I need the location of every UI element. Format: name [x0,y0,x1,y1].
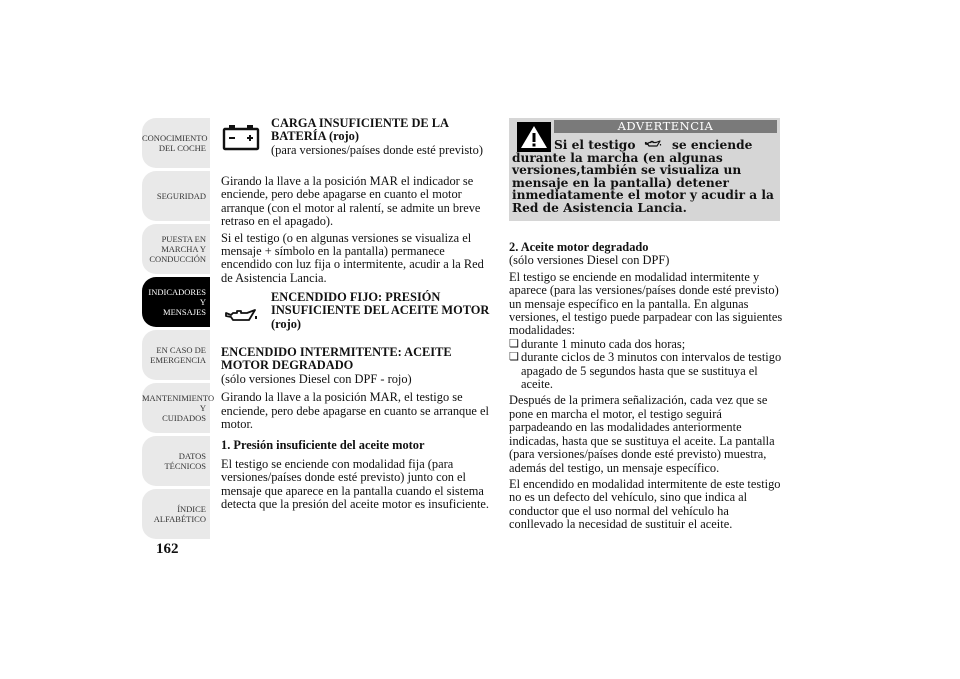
oil-paragraph-1: Girando la llave a la posición MAR, el testigo se enciende, pero debe apagarse en cuanto se arranque el motor. [221,390,489,432]
tab-indice-alfabetico[interactable]: ÍNDICE ALFABÉTICO [142,489,210,539]
tab-indicadores-y-mensajes[interactable]: INDICADORES Y MENSAJES [142,277,210,327]
warning-text-b: se enciende durante la marcha (en algunas versiones,también se visualiza un mensaje en la pantalla) detener inmediatamente el motor y acudir a la Red de Asistencia Lancia. [512,138,774,215]
warning-text-a: Si el testigo [554,138,636,152]
page-number: 162 [156,541,179,557]
oil-pressure-heading: 1. Presión insuficiente del aceite motor [221,438,425,453]
degraded-oil-paragraph-3: El encendido en modalidad intermitente de este testigo no es un defecto del vehículo, sino que indica al conductor que el uso normal del vehículo ha conllevado la necesidad de sustituir el aceite. [509,476,781,532]
list-item: ❏ durante 1 minuto cada dos horas; [509,338,784,351]
battery-subheading: (para versiones/países donde esté previsto) [271,142,483,157]
battery-paragraph-2: Si el testigo (o en algunas versiones se visualiza el mensaje + símbolo en la pantalla) permanece encendido con luz fija o intermitente, acudir a la Red de Asistencia Lancia. [221,230,484,285]
degraded-oil-paragraph-2: Después de la primera señalización, cada vez que se pone en marcha el motor, el testigo seguirá parpadeando en las modalidades anteriormente indicadas, hasta que se sustituya el aceite. La pantalla (para versiones/países donde esté previsto) muestra, además del testigo, un mensaje específico. [509,393,775,475]
tab-en-caso-de-emergencia[interactable]: EN CASO DE EMERGENCIA [142,330,210,380]
warning-text [512,139,778,215]
oil-heading-intermittent: ENCENDIDO INTERMITENTE: ACEITE MOTOR DEGRADADO [221,345,452,373]
list-item: ❏ durante ciclos de 3 minutos con intervalos de testigo apagado de 5 segundos hasta que se sustituya el aceite. [509,351,784,391]
battery-heading: CARGA INSUFICIENTE DE LA BATERÍA (rojo) [271,116,449,144]
tab-seguridad[interactable]: SEGURIDAD [142,171,210,221]
tab-conocimiento-del-coche[interactable]: CONOCIMIENTO DEL COCHE [142,118,210,168]
battery-paragraph-1: Girando la llave a la posición MAR el indicador se enciende, pero debe apagarse en cuanto el motor arranque (con el motor al ralentí, se admite un breve retraso en el apagado). [221,174,481,229]
warning-box [509,118,780,221]
degraded-oil-heading: 2. Aceite motor degradado [509,240,649,254]
tab-datos-tecnicos[interactable]: DATOS TÉCNICOS [142,436,210,486]
tab-puesta-en-marcha[interactable]: PUESTA EN MARCHA Y CONDUCCIÓN [142,224,210,274]
oil-paragraph-2: El testigo se enciende con modalidad fija (para versiones/países donde esté previsto) junto con el mensaje que aparece en la pantalla cuando el sistema detecta que la presión del aceite motor es insuficiente. [221,456,490,512]
warning-title: ADVERTENCIA [554,120,777,133]
oil-heading: ENCENDIDO FIJO: PRESIÓN INSUFICIENTE DEL ACEITE MOTOR (rojo) [271,290,490,331]
degraded-oil-paragraph-1: El testigo se enciende en modalidad intermitente y aparece (para las versiones/países donde esté previsto) un mensaje específico en la pantalla. En algunas versiones, el testigo puede parpadear con las siguientes modalidades: [509,269,783,338]
degraded-oil-subheading: (sólo versiones Diesel con DPF) [509,253,670,268]
battery-icon [221,123,261,155]
oil-subheading: (sólo versiones Diesel con DPF - rojo) [221,371,412,386]
oil-can-icon [221,306,261,332]
tab-mantenimiento[interactable]: MANTENIMIENTO Y CUIDADOS [142,383,210,433]
